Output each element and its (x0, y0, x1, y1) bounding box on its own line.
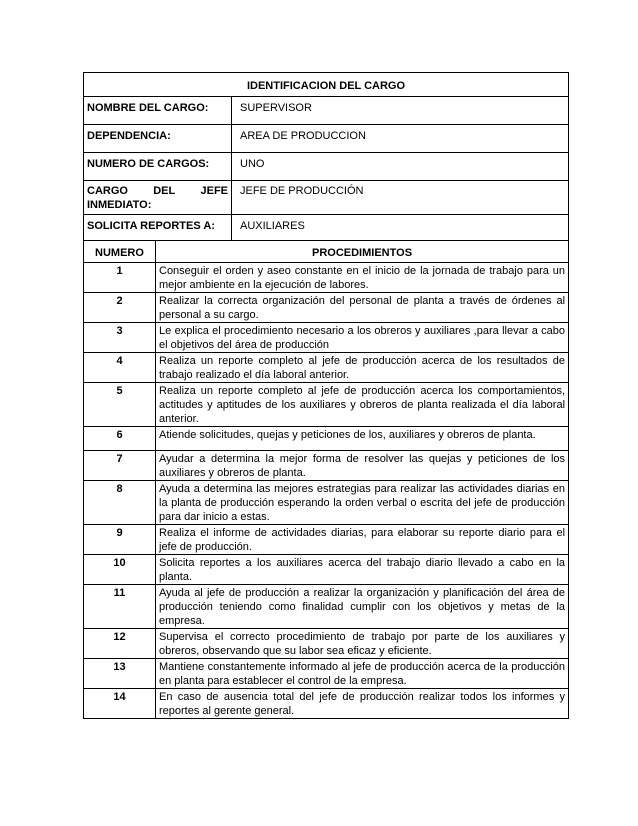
info-label-line1 (87, 184, 228, 198)
procedure-number: 13 (84, 659, 156, 689)
procedure-text: Realiza un reporte completo al jefe de producción acerca de los resultados de trabajo realizado el día laboral anterior. (156, 353, 569, 383)
procedure-row (84, 525, 569, 555)
info-row-requests-reports (84, 215, 569, 241)
procedure-row (84, 353, 569, 383)
procedure-row (84, 659, 569, 689)
procedure-row (84, 481, 569, 525)
procedure-row (84, 451, 569, 481)
procedure-text: Realiza el informe de actividades diarias, para elaborar su reporte diario para el jefe de producción. (156, 525, 569, 555)
info-value: SUPERVISOR (232, 97, 569, 125)
procedures-header-row (84, 241, 569, 263)
column-header-procedimientos: PROCEDIMIENTOS (156, 241, 569, 263)
procedure-text: En caso de ausencia total del jefe de producción realizar todos los informes y reportes al gerente general. (156, 689, 569, 719)
procedure-row (84, 323, 569, 353)
procedure-row (84, 427, 569, 451)
procedure-row (84, 555, 569, 585)
info-label: NOMBRE DEL CARGO: (84, 97, 232, 125)
info-row-immediate-boss (84, 181, 569, 215)
procedure-text: Le explica el procedimiento necesario a los obreros y auxiliares ,para llevar a cabo el objetivos del área de producción (156, 323, 569, 353)
procedure-number: 6 (84, 427, 156, 451)
procedure-text: Atiende solicitudes, quejas y peticiones de los, auxiliares y obreros de planta. (156, 427, 569, 451)
info-row-department (84, 125, 569, 153)
procedure-text: Solicita reportes a los auxiliares acerca del trabajo diario llevado a cabo en la planta. (156, 555, 569, 585)
info-row-position-name (84, 97, 569, 125)
info-row-number-of-positions (84, 153, 569, 181)
table-title: IDENTIFICACION DEL CARGO (84, 73, 569, 97)
info-label-word: CARGO (87, 185, 128, 197)
info-value: UNO (232, 153, 569, 181)
procedure-text: Ayuda a determina las mejores estrategias para realizar las actividades diarias en la planta de producción esperando la orden verbal o escrita del jefe de producción para dar inicio a estas. (156, 481, 569, 525)
procedure-number: 9 (84, 525, 156, 555)
info-value: AUXILIARES (232, 215, 569, 241)
procedure-text: Mantiene constantemente informado al jefe de producción acerca de la producción en planta para establecer el control de la empresa. (156, 659, 569, 689)
info-label: SOLICITA REPORTES A: (84, 215, 232, 241)
job-description-document (83, 72, 568, 719)
info-label-line2: INMEDIATO: (87, 199, 152, 211)
procedure-text: Ayuda al jefe de producción a realizar la organización y planificación del área de producción teniendo como finalidad cumplir con los objetivos y metas de la empresa. (156, 585, 569, 629)
procedure-number: 3 (84, 323, 156, 353)
procedure-number: 4 (84, 353, 156, 383)
procedure-row (84, 383, 569, 427)
procedure-text: Realiza un reporte completo al jefe de producción acerca los comportamientos, actitudes y aptitudes de los auxiliares y obreros de planta realizada el día laboral anterior. (156, 383, 569, 427)
info-label: DEPENDENCIA: (84, 125, 232, 153)
procedures-list (84, 263, 569, 719)
job-identification-table (83, 72, 569, 719)
procedure-number: 2 (84, 293, 156, 323)
column-header-numero: NUMERO (84, 241, 156, 263)
procedure-text: Realizar la correcta organización del personal de planta a través de órdenes al personal a su cargo. (156, 293, 569, 323)
procedure-text: Ayudar a determina la mejor forma de resolver las quejas y peticiones de los auxiliares y obreros de planta. (156, 451, 569, 481)
procedure-number: 11 (84, 585, 156, 629)
info-label-word: DEL (153, 185, 176, 197)
procedure-number: 5 (84, 383, 156, 427)
table-title-row (84, 73, 569, 97)
procedure-number: 8 (84, 481, 156, 525)
info-label-word: JEFE (200, 185, 228, 197)
procedure-row (84, 263, 569, 293)
info-label: NUMERO DE CARGOS: (84, 153, 232, 181)
info-label (84, 181, 232, 215)
procedure-text: Supervisa el correcto procedimiento de trabajo por parte de los auxiliares y obreros, observando que su labor sea eficaz y eficiente. (156, 629, 569, 659)
procedure-number: 1 (84, 263, 156, 293)
info-value: JEFE DE PRODUCCIÓN (232, 181, 569, 215)
procedure-row (84, 689, 569, 719)
procedure-row (84, 585, 569, 629)
procedure-number: 14 (84, 689, 156, 719)
procedure-number: 7 (84, 451, 156, 481)
procedure-number: 12 (84, 629, 156, 659)
procedure-number: 10 (84, 555, 156, 585)
procedure-row (84, 629, 569, 659)
procedure-text: Conseguir el orden y aseo constante en el inicio de la jornada de trabajo para un mejor ambiente en la ejecución de labores. (156, 263, 569, 293)
procedure-row (84, 293, 569, 323)
info-value: AREA DE PRODUCCION (232, 125, 569, 153)
